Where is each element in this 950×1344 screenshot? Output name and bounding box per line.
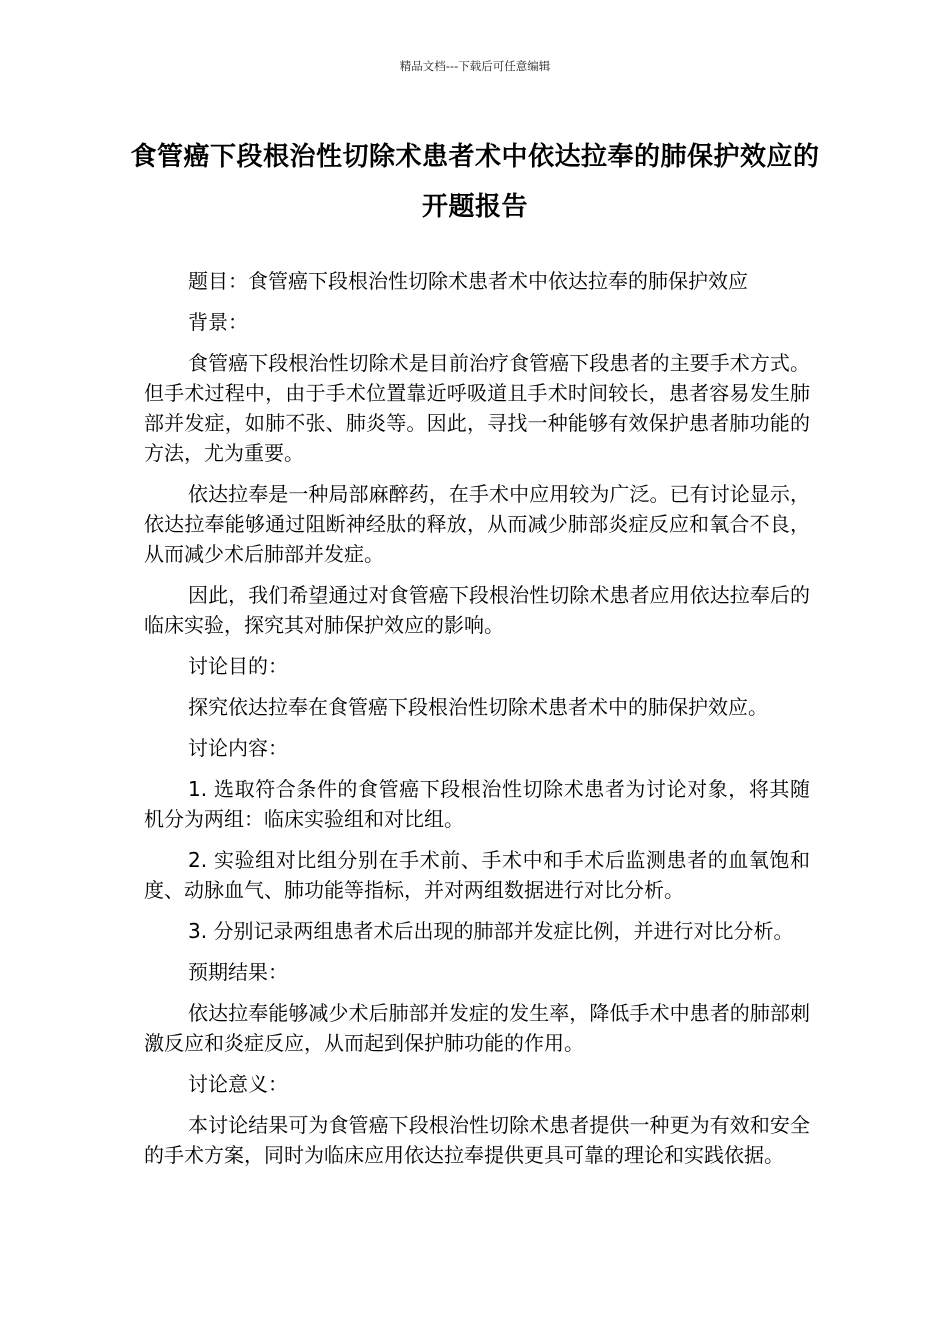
topic-line: 题目：食管癌下段根治性切除术患者术中依达拉奉的肺保护效应: [188, 269, 748, 293]
section-heading-purpose: 讨论目的：: [188, 654, 288, 678]
content-item-1: 1. 选取符合条件的食管癌下段根治性切除术患者为讨论对象，将其随机分为两组：临床实验组和对比组。: [144, 777, 810, 831]
section-heading-background: 背景：: [188, 310, 248, 334]
section-heading-expected-results: 预期结果：: [188, 960, 288, 984]
expected-results-paragraph: 依达拉奉能够减少术后肺部并发症的发生率，降低手术中患者的肺部刺激反应和炎症反应，从而起到保护肺功能的作用。: [144, 1001, 810, 1055]
background-paragraph-1: 食管癌下段根治性切除术是目前治疗食管癌下段患者的主要手术方式。但手术过程中，由于手术位置靠近呼吸道且手术时间较长，患者容易发生肺部并发症，如肺不张、肺炎等。因此，寻找一种能够有效保护患者肺功能的方法，尤为重要。: [144, 351, 810, 465]
content-item-3: 3. 分别记录两组患者术后出现的肺部并发症比例，并进行对比分析。: [188, 919, 794, 943]
background-paragraph-2: 依达拉奉是一种局部麻醉药，在手术中应用较为广泛。已有讨论显示，依达拉奉能够通过阻断神经肽的释放，从而减少肺部炎症反应和氧合不良，从而减少术后肺部并发症。: [144, 482, 810, 566]
section-heading-content: 讨论内容：: [188, 736, 288, 760]
background-paragraph-3: 因此，我们希望通过对食管癌下段根治性切除术患者应用依达拉奉后的临床实验，探究其对肺保护效应的影响。: [144, 583, 810, 637]
section-heading-significance: 讨论意义：: [188, 1072, 288, 1096]
document-body: [144, 266, 810, 1181]
page-header: 精品文档---下载后可任意编辑: [399, 59, 551, 73]
purpose-paragraph: 探究依达拉奉在食管癌下段根治性切除术患者术中的肺保护效应。: [188, 695, 768, 719]
document-title: 食管癌下段根治性切除术患者术中依达拉奉的肺保护效应的开题报告: [130, 142, 820, 222]
significance-paragraph: 本讨论结果可为食管癌下段根治性切除术患者提供一种更为有效和安全的手术方案，同时为临床应用依达拉奉提供更具可靠的理论和实践依据。: [144, 1113, 810, 1167]
content-item-2: 2. 实验组对比组分别在手术前、手术中和手术后监测患者的血氧饱和度、动脉血气、肺功能等指标，并对两组数据进行对比分析。: [144, 848, 810, 902]
